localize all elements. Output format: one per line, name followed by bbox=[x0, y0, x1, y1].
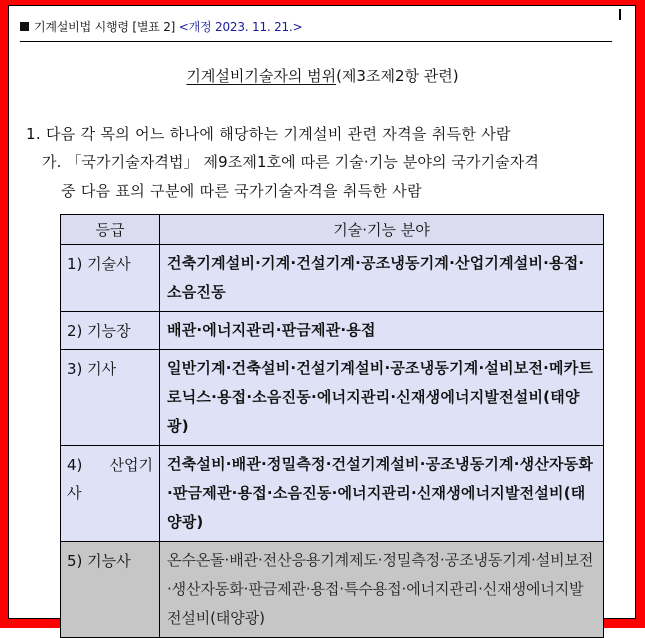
table-row bbox=[61, 312, 604, 350]
field-cell: 배관·에너지관리·판금제관·용접 bbox=[160, 312, 604, 350]
grade-number: 4) bbox=[67, 456, 83, 474]
grade-label-part-b: 사 bbox=[67, 484, 82, 502]
field-cell: 일반기계·건축설비·건설기계설비·공조냉동기계·설비보전·메카트로닉스·용접·소음진동·에너지관리·신재생에너지발전설비(태양광) bbox=[160, 350, 604, 446]
table-row bbox=[61, 350, 604, 446]
title-suffix: (제3조제2항 관련) bbox=[336, 67, 459, 85]
item-1-ga-line2: 중 다음 표의 구분에 따른 국가기술자격을 취득한 사람 bbox=[61, 182, 422, 200]
table-row bbox=[61, 542, 604, 638]
grade-label-part-a: 산업기 bbox=[109, 456, 153, 474]
bullet-square-icon bbox=[20, 22, 29, 31]
table-row bbox=[61, 446, 604, 542]
item-1-ga-line1: 가. 「국가기술자격법」 제9조제1호에 따른 기술·기능 분야의 국가기술자격 bbox=[42, 153, 539, 171]
document-header bbox=[20, 18, 302, 35]
item-1: 1. 다음 각 목의 어느 하나에 해당하는 기계설비 관련 자격을 취득한 사람 bbox=[26, 125, 511, 143]
title-main: 기계설비기술자의 범위 bbox=[186, 67, 337, 85]
header-grade: 등급 bbox=[61, 215, 160, 245]
grade-cell: 2) 기능장 bbox=[61, 312, 160, 350]
grade-cell bbox=[61, 446, 160, 542]
law-title: 기계설비법 시행령 [별표 2] bbox=[34, 20, 176, 34]
header-divider bbox=[20, 41, 612, 42]
field-cell: 건축기계설비·기계·건설기계·공조냉동기계·산업기계설비·용접·소음진동 bbox=[160, 245, 604, 312]
grade-cell: 3) 기사 bbox=[61, 350, 160, 446]
text-cursor bbox=[619, 9, 621, 20]
field-cell: 온수온돌·배관·전산응용기계제도·정밀측정·공조냉동기계·설비보전·생산자동화·판금제관·용접·특수용접·에너지관리·신재생에너지발전설비(태양광) bbox=[160, 542, 604, 638]
table-header-row bbox=[61, 215, 604, 245]
field-cell: 건축설비·배관·정밀측정·건설기계설비·공조냉동기계·생산자동화·판금제관·용접·소음진동·에너지관리·신재생에너지발전설비(태양광) bbox=[160, 446, 604, 542]
grade-cell: 1) 기술사 bbox=[61, 245, 160, 312]
header-field: 기술·기능 분야 bbox=[160, 215, 604, 245]
page-title bbox=[0, 65, 645, 86]
table-row bbox=[61, 245, 604, 312]
grade-label-line bbox=[67, 451, 153, 479]
qualification-table bbox=[60, 214, 604, 638]
grade-cell: 5) 기능사 bbox=[61, 542, 160, 638]
amendment-note: <개정 2023. 11. 21.> bbox=[178, 20, 303, 34]
